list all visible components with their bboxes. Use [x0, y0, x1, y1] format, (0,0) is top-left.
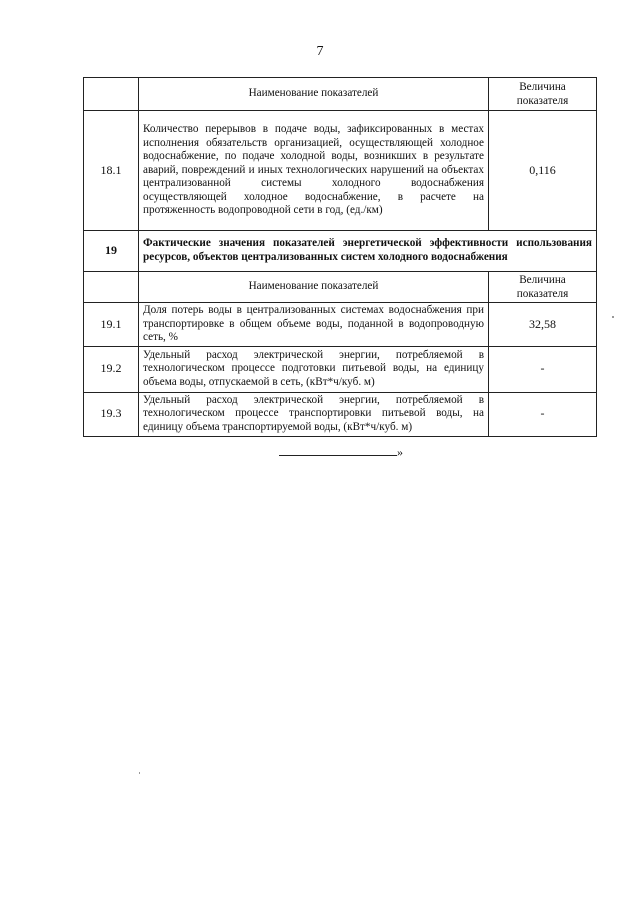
scan-speck: [139, 772, 140, 774]
section-title: Фактические значения показателей энергетической эффективности использования ресурсов, объектов централизованных систем холодного водоснабжения: [139, 231, 597, 272]
closing-underline: [279, 447, 397, 456]
indicator-value: 32,58: [489, 303, 597, 347]
row-number: 18.1: [84, 111, 139, 231]
header-name-cell: Наименование показателей: [139, 272, 489, 303]
indicator-value: 0,116: [489, 111, 597, 231]
row-number: 19.2: [84, 346, 139, 392]
table-header-row: [84, 272, 597, 303]
table-row: [84, 346, 597, 392]
indicator-value: -: [489, 392, 597, 436]
indicator-name: Удельный расход электрической энергии, потребляемой в технологическом процессе подготовки питьевой воды, на единицу объема воды, отпускаемой в сеть, (кВт*ч/куб. м): [139, 346, 489, 392]
indicators-table: [83, 77, 597, 437]
closing-quote-mark: »: [397, 445, 403, 459]
section-row: [84, 231, 597, 272]
scan-speck: [612, 316, 614, 318]
row-number: 19.1: [84, 303, 139, 347]
indicator-name: Удельный расход электрической энергии, потребляемой в технологическом процессе транспортировки питьевой воды, на единицу объема транспортируемой воды, (кВт*ч/куб. м): [139, 392, 489, 436]
indicator-name: Доля потерь воды в централизованных системах водоснабжения при транспортировке в общем объеме воды, поданной в водопроводную сеть, %: [139, 303, 489, 347]
table-header-row: [84, 78, 597, 111]
row-number: 19.3: [84, 392, 139, 436]
header-name-cell: Наименование показателей: [139, 78, 489, 111]
indicator-value: -: [489, 346, 597, 392]
table-row: [84, 392, 597, 436]
section-number: 19: [84, 231, 139, 272]
page-number: 7: [316, 44, 324, 59]
header-value-cell: Величина показателя: [489, 78, 597, 111]
header-num-cell: [84, 78, 139, 111]
closing-line: [279, 445, 403, 460]
header-num-cell: [84, 272, 139, 303]
table-row: [84, 111, 597, 231]
header-value-cell: Величина показателя: [489, 272, 597, 303]
table-row: [84, 303, 597, 347]
indicator-name: Количество перерывов в подаче воды, зафиксированных в местах исполнения обязательств организацией, осуществляющей холодное водоснабжение, по подаче холодной воды, возникших в результате аварий, повреждений и иных технологических нарушений на объектах централизованной системы холодного водоснабжения осуществляющей холодное водоснабжение, в расчете на протяженность водопроводной сети в год, (ед./км): [139, 111, 489, 231]
